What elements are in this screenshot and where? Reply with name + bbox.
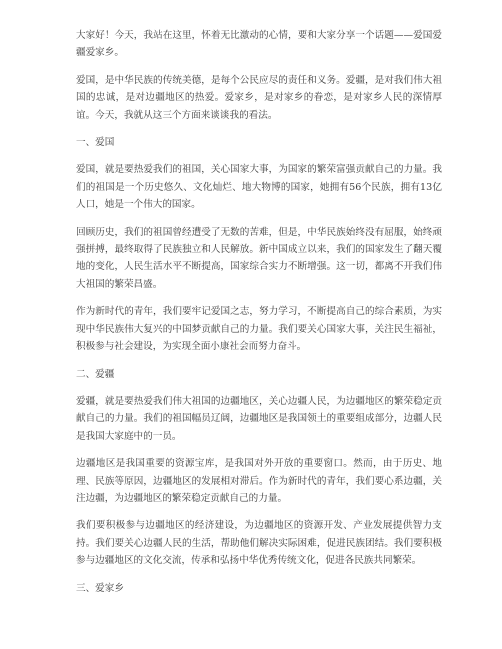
section-heading-love-hometown: 三、爱家乡	[76, 582, 124, 594]
body-paragraph: 回顾历史，我们的祖国曾经遭受了无数的苦难，但是，中华民族始终没有屈服，始终顽强拼搏，最终取得了民族独立和人民解放。新中国成立以来，我们的国家发生了翻天覆地的变化，人民生活水平不断提高，国家综合实力不断增强。这一切，都离不开我们伟大祖国的繁荣昌盛。	[76, 226, 442, 290]
intro-paragraph: 大家好！今天，我站在这里，怀着无比激动的心情，要和大家分享一个话题——爱国爱疆爱家乡。	[76, 30, 442, 59]
body-paragraph: 我们要积极参与边疆地区的经济建设，为边疆地区的资源开发、产业发展提供智力支持。我们要关心边疆人民的生活，帮助他们解决实际困难，促进民族团结。我们要积极参与边疆地区的文化交流，传承和弘扬中华优秀传统文化，促进各民族共同繁荣。	[76, 520, 442, 567]
overview-paragraph: 爱国，是中华民族的传统美德，是每个公民应尽的责任和义务。爱疆，是对我们伟大祖国的忠诚，是对边疆地区的热爱。爱家乡，是对家乡的眷恋，是对家乡人民的深情厚谊。今天，我就从这三个方面来谈谈我的看法。	[76, 74, 442, 121]
section-heading-love-country: 一、爱国	[76, 137, 115, 149]
body-paragraph: 作为新时代的青年，我们要牢记爱国之志，努力学习，不断提高自己的综合素质，为实现中华民族伟大复兴的中国梦贡献自己的力量。我们要关心国家大事，关注民生福祉，积极参与社会建设，为实现全面小康社会而努力奋斗。	[76, 306, 442, 353]
section-heading-love-frontier: 二、爱疆	[76, 368, 115, 380]
body-paragraph: 爱国，就是要热爱我们的祖国，关心国家大事，为国家的繁荣富强贡献自己的力量。我们的祖国是一个历史悠久、文化灿烂、地大物博的国家，她拥有56个民族，拥有13亿人口，她是一个伟大的国家。	[76, 164, 442, 211]
body-paragraph: 爱疆，就是要热爱我们伟大祖国的边疆地区，关心边疆人民，为边疆地区的繁荣稳定贡献自己的力量。我们的祖国幅员辽阔，边疆地区是我国领土的重要组成部分，边疆人民是我国大家庭中的一员。	[76, 395, 442, 442]
body-paragraph: 边疆地区是我国重要的资源宝库，是我国对外开放的重要窗口。然而，由于历史、地理、民族等原因，边疆地区的发展相对滞后。作为新时代的青年，我们要心系边疆，关注边疆，为边疆地区的繁荣稳定贡献自己的力量。	[76, 458, 442, 504]
